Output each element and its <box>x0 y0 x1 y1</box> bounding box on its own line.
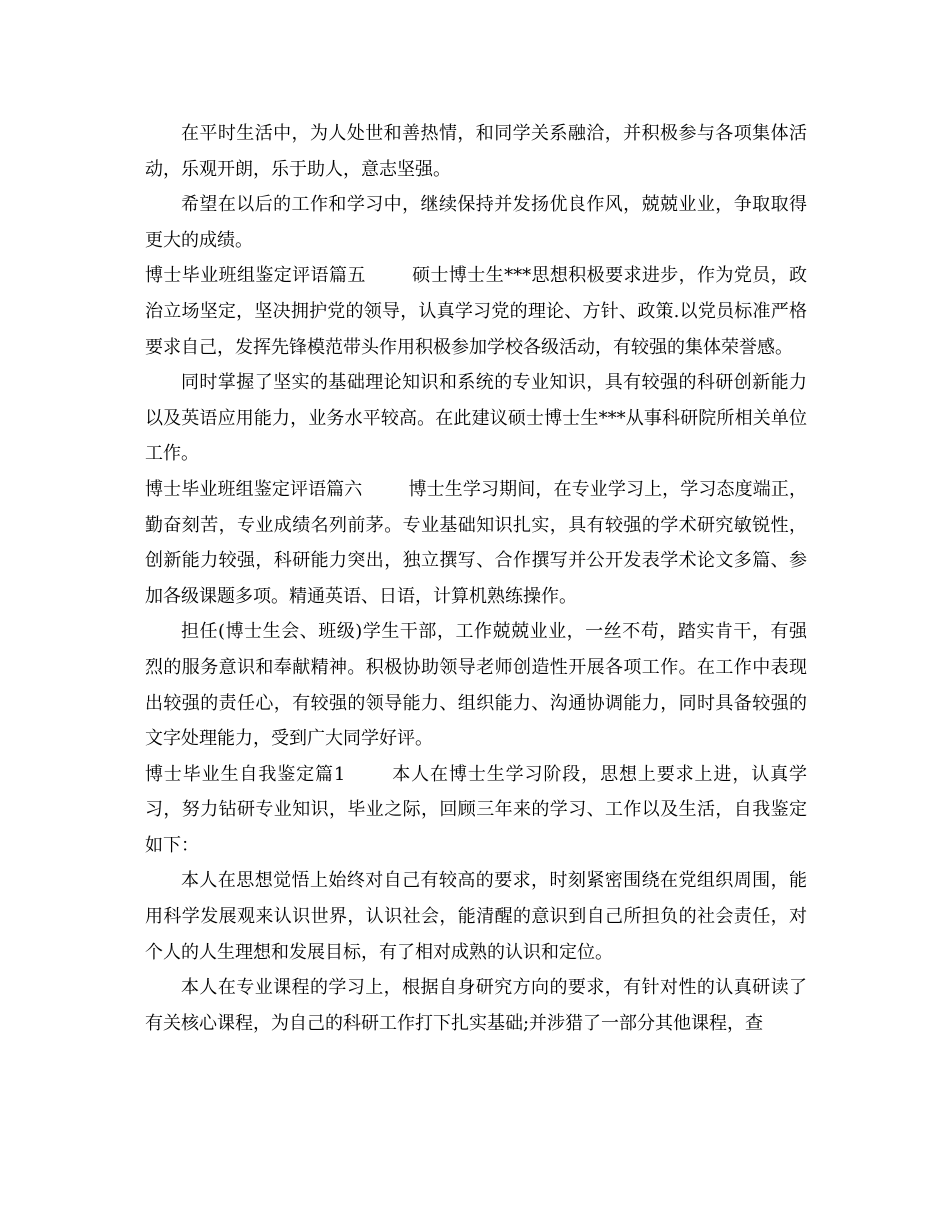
section-text: 硕士博士生***思想积极要求进步，作为党员，政治立场坚定，坚决拥护党的领导，认真学习党的理论、方针、政策.以党员标准严格要求自己，发挥先锋模范带头作用积极参加学校各级活动，有较强的集体荣誉感。 <box>145 265 808 358</box>
section-paragraph <box>145 258 807 365</box>
section-heading: 博士毕业生自我鉴定篇1 <box>145 763 346 785</box>
document-body <box>145 116 807 1041</box>
section-heading: 博士毕业班组鉴定评语篇五 <box>145 265 366 287</box>
section-text: 博士生学习期间，在专业学习上，学习态度端正，勤奋刻苦，专业成绩名列前茅。专业基础知识扎实，具有较强的学术研究敏锐性，创新能力较强，科研能力突出，独立撰写、合作撰写并公开发表学术论文多篇、参加各级课题多项。精通英语、日语，计算机熟练操作。 <box>145 478 808 607</box>
paragraph: 本人在专业课程的学习上，根据自身研究方向的要求，有针对性的认真研读了有关核心课程，为自己的科研工作打下扎实基础;并涉猎了一部分其他课程，查 <box>145 977 807 1034</box>
paragraph: 同时掌握了坚实的基础理论知识和系统的专业知识，具有较强的科研创新能力以及英语应用能力，业务水平较高。在此建议硕士博士生***从事科研院所相关单位工作。 <box>145 372 807 465</box>
section-text: 本人在博士生学习阶段，思想上要求上进，认真学习，努力钻研专业知识，毕业之际，回顾三年来的学习、工作以及生活，自我鉴定如下： <box>145 763 807 856</box>
paragraph: 希望在以后的工作和学习中，继续保持并发扬优良作风，兢兢业业，争取取得更大的成绩。 <box>145 194 807 251</box>
paragraph: 在平时生活中，为人处世和善热情，和同学关系融洽，并积极参与各项集体活动，乐观开朗，乐于助人，意志坚强。 <box>145 123 807 180</box>
section-paragraph <box>145 757 807 864</box>
section-heading: 博士毕业班组鉴定评语篇六 <box>145 478 363 500</box>
paragraph: 本人在思想觉悟上始终对自己有较高的要求，时刻紧密围绕在党组织周围，能用科学发展观来认识世界，认识社会，能清醒的意识到自己所担负的社会责任，对个人的人生理想和发展目标，有了相对成熟的认识和定位。 <box>145 870 807 963</box>
paragraph: 担任(博士生会、班级)学生干部，工作兢兢业业，一丝不苟，踏实肯干，有强烈的服务意识和奉献精神。积极协助领导老师创造性开展各项工作。在工作中表现出较强的责任心，有较强的领导能力、组织能力、沟通协调能力，同时具备较强的文字处理能力，受到广大同学好评。 <box>145 621 807 750</box>
section-paragraph <box>145 472 807 614</box>
